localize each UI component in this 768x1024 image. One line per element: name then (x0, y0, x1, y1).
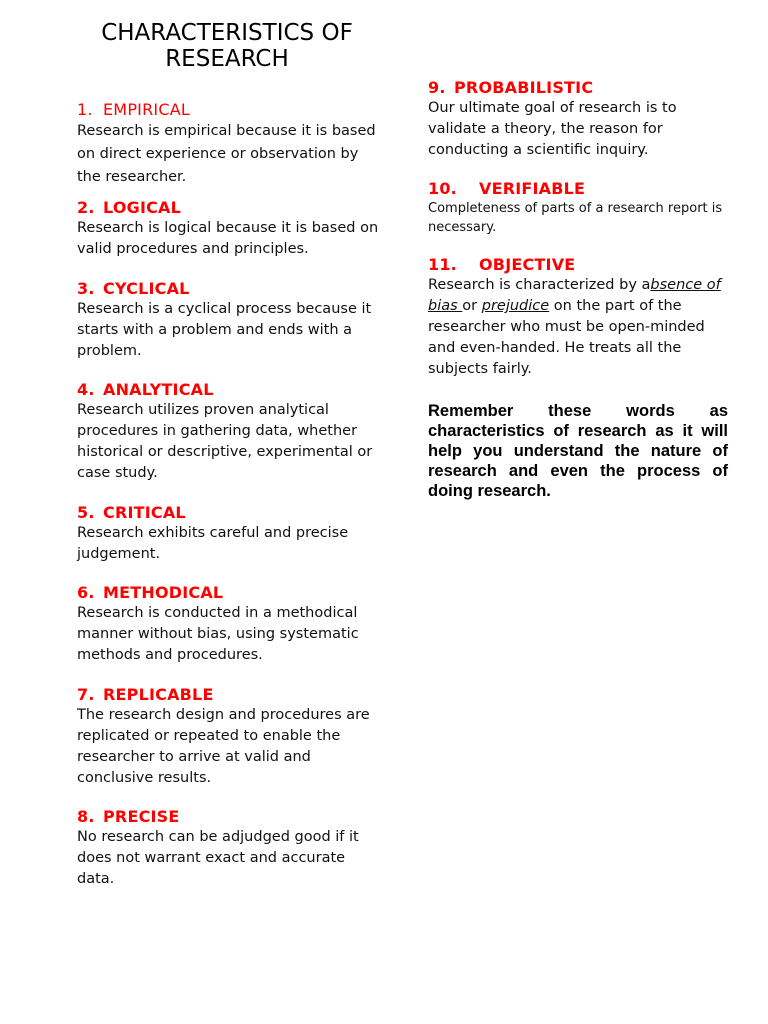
item-description: Research is a cyclical process because it starts with a problem and ends with a problem. (77, 301, 372, 359)
item-description: No research can be adjudged good if it does not warrant exact and accurate data. (77, 829, 359, 887)
item-label: EMPIRICAL (103, 100, 190, 119)
characteristic-heading (77, 807, 382, 827)
item-label: LOGICAL (103, 198, 182, 217)
characteristic-probabilistic (428, 78, 728, 161)
item-number: 11. (428, 255, 457, 274)
characteristic-replicable (77, 685, 382, 789)
characteristic-heading (428, 179, 728, 199)
item-label: METHODICAL (103, 583, 224, 602)
characteristic-cyclical (77, 279, 382, 362)
item-description (428, 275, 728, 380)
characteristic-heading (77, 380, 382, 400)
item-description: Our ultimate goal of research is to validate a theory, the reason for conducting a scientific inquiry. (428, 100, 677, 158)
item-number: 7. (77, 685, 95, 704)
item-description: Research is conducted in a methodical manner without bias, using systematic methods and procedures. (77, 605, 359, 663)
characteristic-heading (77, 583, 382, 603)
item-number: 4. (77, 380, 95, 399)
item-label: VERIFIABLE (479, 179, 586, 198)
characteristic-critical (77, 503, 382, 565)
characteristic-objective (428, 255, 728, 380)
characteristic-heading (77, 503, 382, 523)
item-description: The research design and procedures are replicated or repeated to enable the researcher to arrive at valid and conclusive results. (77, 707, 370, 786)
characteristic-heading (77, 685, 382, 705)
characteristic-heading (77, 279, 382, 299)
item-description: Research utilizes proven analytical procedures in gathering data, whether historical or descriptive, experimental or case study. (77, 402, 373, 481)
description-text: or (462, 298, 482, 314)
characteristic-heading (428, 78, 728, 98)
emphasis-absence-of-bias: bsence of bias (428, 277, 721, 314)
item-label: OBJECTIVE (479, 255, 576, 274)
characteristic-heading (77, 198, 382, 218)
characteristic-analytical (77, 380, 382, 484)
description-text: Research is characterized by a (428, 277, 651, 293)
item-description: Completeness of parts of a research report is necessary. (428, 201, 723, 235)
item-number: 5. (77, 503, 95, 522)
item-number: 1. (77, 100, 93, 119)
item-label: REPLICABLE (103, 685, 214, 704)
item-description: Research is empirical because it is based on direct experience or observation by the researcher. (77, 123, 376, 185)
characteristic-precise (77, 807, 382, 890)
item-description: Research is logical because it is based on valid procedures and principles. (77, 220, 379, 257)
item-number: 2. (77, 198, 95, 217)
closing-note: Remember these words as characteristics of research as it will help you understand the nature of research and even the process of doing research. (428, 402, 728, 500)
item-description: Research exhibits careful and precise judgement. (77, 525, 349, 562)
emphasis-prejudice: prejudice (481, 298, 550, 314)
characteristic-heading (428, 255, 728, 275)
characteristic-verifiable (428, 179, 728, 237)
item-label: ANALYTICAL (103, 380, 214, 399)
page-title: CHARACTERISTICS OF RESEARCH (101, 20, 353, 72)
item-number: 8. (77, 807, 95, 826)
item-label: PROBABILISTIC (454, 78, 594, 97)
item-number: 3. (77, 279, 95, 298)
item-label: CRITICAL (103, 503, 186, 522)
item-label: CYCLICAL (103, 279, 190, 298)
item-number: 6. (77, 583, 95, 602)
item-number: 9. (428, 78, 446, 97)
characteristic-heading (77, 100, 382, 120)
characteristic-methodical (77, 583, 382, 666)
item-number: 10. (428, 179, 457, 198)
item-label: PRECISE (103, 807, 180, 826)
characteristic-empirical (77, 100, 382, 189)
description-text: on the part of the researcher who must be open-minded and even-handed. He treats all the subjects fairly. (428, 298, 705, 377)
characteristic-logical (77, 198, 382, 260)
